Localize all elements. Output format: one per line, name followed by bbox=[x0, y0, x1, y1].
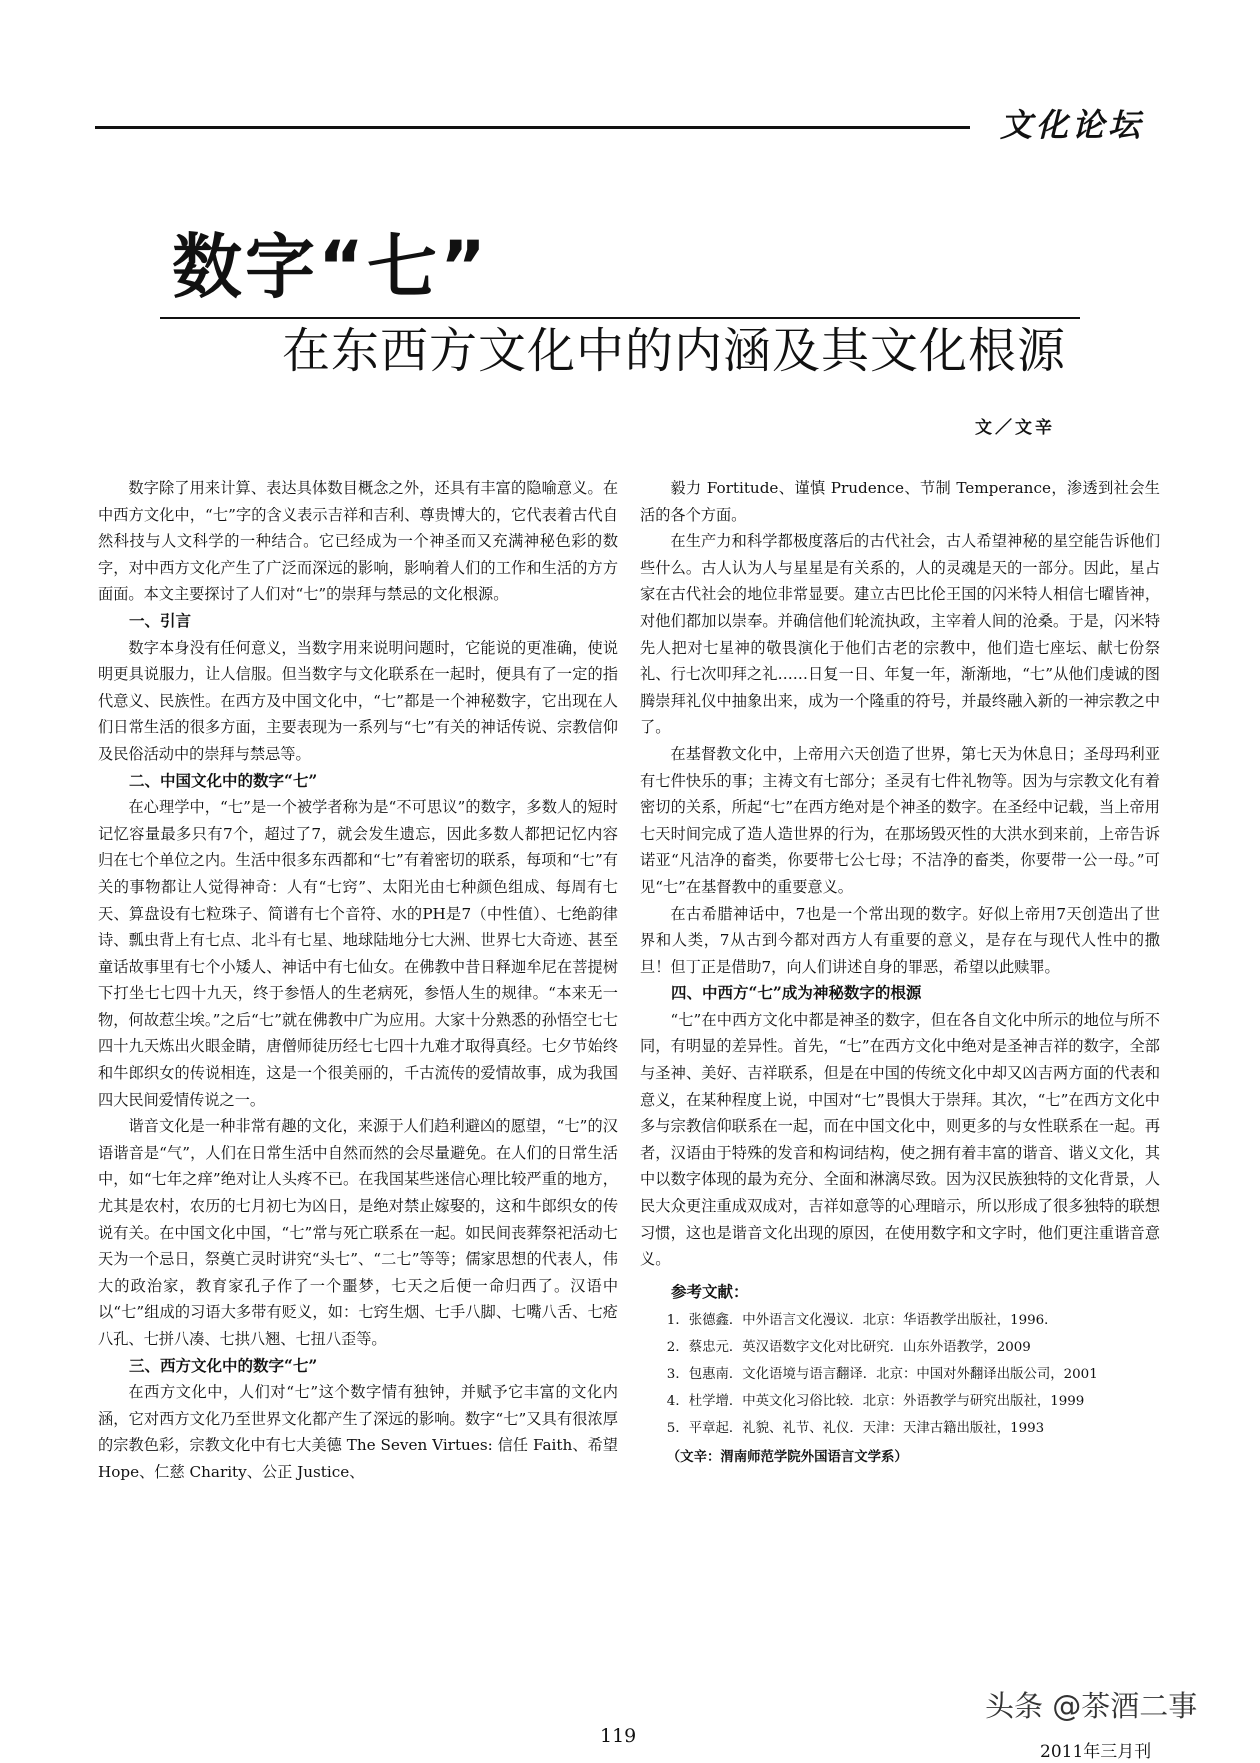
article-title: 数字“七” bbox=[172, 226, 490, 308]
paragraph: 数字除了用来计算、表达具体数目概念之外，还具有丰富的隐喻意义。在中西方文化中，“七”字的含义表示吉祥和吉利、尊贵博大的，它代表着古代自然科技与人文科学的一种结合。它已经成为一个神圣而又充满神秘色彩的数字，对中西方文化产生了广泛而深远的影响，影响着人们的工作和生活的方方面面。本文主要探讨了人们对“七”的崇拜与禁忌的文化根源。 bbox=[98, 479, 618, 604]
page-number: 119 bbox=[600, 1725, 637, 1747]
reference-item: 4．杜学增．中英文化习俗比较．北京：外语教学与研究出版社，1999 bbox=[666, 1394, 1085, 1410]
paragraph: 在基督教文化中，上帝用六天创造了世界，第七天为休息日；圣母玛利亚有七件快乐的事；主祷文有七部分；圣灵有七件礼物等。因为与宗教文化有着密切的关系，所起“七”在西方绝对是个神圣的数字。在圣经中记载，当上帝用七天时间完成了造人造世界的行为，在那场毁灭性的大洪水到来前，上帝告诉诺亚“凡洁净的畜类，你要带七公七母；不洁净的畜类，你要带一公一母。”可见“七”在基督教中的重要意义。 bbox=[640, 744, 1160, 896]
paragraph: 在心理学中，“七”是一个被学者称为是“不可思议”的数字，多数人的短时记忆容量最多只有7个，超过了7，就会发生遗忘，因此多数人都把记忆内容归在七个单位之内。生活中很多东西都和“七”有着密切的联系，每项和“七”有关的事物都让人觉得神奇：人有“七窍”、太阳光由七种颜色组成、每周有七天、算盘设有七粒珠子、简谱有七个音符、水的PH是7（中性值）、七绝韵律诗、瓢虫背上有七点、北斗有七星、地球陆地分七大洲、世界七大奇迹、甚至童话故事里有七个小矮人、神话中有七仙女。在佛教中昔日释迦牟尼在菩提树下打坐七七四十九天，终于参悟人的生老病死，参悟人生的规律。“本来无一物，何故惹尘埃。”之后“七”就在佛教中广为应用。大家十分熟悉的孙悟空七七四十九天炼出火眼金睛，唐僧师徒历经七七四十九难才取得真经。七夕节始终和牛郎织女的传说相连，这是一个很美丽的，千古流传的爱情故事，成为我国四大民间爱情传说之一。 bbox=[98, 798, 618, 1109]
reference-item: 1．张德鑫．中外语言文化漫议．北京：华语教学出版社，1996． bbox=[666, 1313, 1058, 1329]
section-heading: 二、中国文化中的数字“七” bbox=[129, 770, 318, 790]
paragraph: 在古希腊神话中，7也是一个常出现的数字。好似上帝用7天创造出了世界和人类，7从古到今都对西方人有重要的意义，是存在与现代人性中的撒旦！但丁正是借助7，向人们讲述自身的罪恶，希望以此赎罪。 bbox=[640, 904, 1160, 976]
references-title: 参考文献： bbox=[671, 1281, 749, 1301]
section-heading: 一、引言 bbox=[129, 610, 192, 630]
watermark: 头条 @茶酒二事 bbox=[985, 1689, 1198, 1723]
paragraph: 数字本身没有任何意义，当数字用来说明问题时，它能说的更准确，使说明更具说服力，让人信服。但当数字与文化联系在一起时，便具有了一定的指代意义、民族性。在西方及中国文化中，“七”都是一个神秘数字，它出现在人们日常生活的很多方面，主要表现为一系列与“七”有关的神话传说、宗教信仰及民俗活动中的崇拜与禁忌等。 bbox=[98, 638, 618, 763]
publication-date: 2011年三月刊 bbox=[1040, 1742, 1152, 1762]
paragraph: “七”在中西方文化中都是神圣的数字，但在各自文化中所示的地位与所不同，有明显的差异性。首先，“七”在西方文化中绝对是圣神吉祥的数字，全部与圣神、美好、吉祥联系，但是在中国的传统文化中却又凶吉两方面的代表和意义，在某种程度上说，中国对“七”畏惧大于崇拜。其次，“七”在西方文化中多与宗教信仰联系在一起，而在中国文化中，则更多的与女性联系在一起。再者，汉语由于特殊的发音和构词结构，使之拥有着丰富的谐音、谐义文化，其中以数字体现的最为充分、全面和淋漓尽致。因为汉民族独特的文化背景，人民大众更注重成双成对，吉祥如意等的心理暗示，所以形成了很多独特的联想习惯，这也是谐音文化出现的原因，在使用数字和文字时，他们更注重谐音意义。 bbox=[640, 1010, 1160, 1269]
reference-item: 3．包惠南．文化语境与语言翻译．北京：中国对外翻译出版公司，2001 bbox=[666, 1367, 1098, 1383]
reference-item: 2．蔡忠元．英汉语数字文化对比研究．山东外语教学，2009 bbox=[666, 1340, 1031, 1356]
section-name: 文化论坛 bbox=[1000, 106, 1145, 144]
right-column bbox=[640, 475, 1160, 1471]
paragraph: 在西方文化中，人们对“七”这个数字情有独钟，并赋予它丰富的文化内涵，它对西方文化乃至世界文化都产生了深远的影响。数字“七”又具有很浓厚的宗教色彩，宗教文化中有七大美德 The Seven Virtues: 信任 Faith、希望 Hope、仁慈 Charity、公正 Justice、 bbox=[98, 1383, 618, 1481]
paragraph: 谐音文化是一种非常有趣的文化，来源于人们趋利避凶的愿望，“七”的汉语谐音是“气”，人们在日常生活中自然而然的会尽量避免。在人们的日常生活中，如“七年之痒”绝对让人头疼不已。在我国某些迷信心理比较严重的地方，尤其是农村，农历的七月初七为凶日，是绝对禁止嫁娶的，这和牛郎织女的传说有关。在中国文化中国，“七”常与死亡联系在一起。如民间丧葬祭祀活动七天为一个忌日，祭奠亡灵时讲究“头七”、“二七”等等；儒家思想的代表人，伟大的政治家，教育家孔子作了一个噩梦，七天之后便一命归西了。汉语中以“七”组成的习语大多带有贬义，如：七窍生烟、七手八脚、七嘴八舌、七疮八孔、七拼八凑、七拱八翘、七扭八歪等。 bbox=[98, 1117, 618, 1348]
section-heading: 三、西方文化中的数字“七” bbox=[129, 1355, 318, 1375]
article-subtitle: 在东西方文化中的内涵及其文化根源 bbox=[282, 323, 1067, 379]
title-rule bbox=[160, 317, 1080, 319]
paragraph: 在生产力和科学都极度落后的古代社会，古人希望神秘的星空能告诉他们些什么。古人认为人与星星是有关系的，人的灵魂是天的一部分。因此，星占家在古代社会的地位非常显要。建立古巴比伦王国的闪米特人相信七曜皆神，对他们都加以崇奉。并确信他们轮流执政，主宰着人间的沧桑。于是，闪米特先人把对七星神的敬畏演化于他们古老的宗教中，他们造七座坛、献七份祭礼、行七次叩拜之礼……日复一日、年复一年，渐渐地，“七”从他们虔诚的图腾崇拜礼仪中抽象出来，成为一个隆重的符号，并最终融入新的一神宗教之中了。 bbox=[640, 532, 1160, 737]
author-affiliation: （文辛：渭南师范学院外国语言文学系） bbox=[666, 1449, 908, 1466]
paragraph: 毅力 Fortitude、谨慎 Prudence、节制 Temperance，渗透到社会生活的各个方面。 bbox=[640, 479, 1160, 524]
byline: 文／文辛 bbox=[975, 418, 1055, 438]
section-heading: 四、中西方“七”成为神秘数字的根源 bbox=[671, 983, 922, 1003]
reference-item: 5．平章起．礼貌、礼节、礼仪．天津：天津古籍出版社，1993 bbox=[666, 1421, 1045, 1437]
left-column bbox=[98, 475, 618, 1486]
header-rule bbox=[95, 126, 970, 129]
